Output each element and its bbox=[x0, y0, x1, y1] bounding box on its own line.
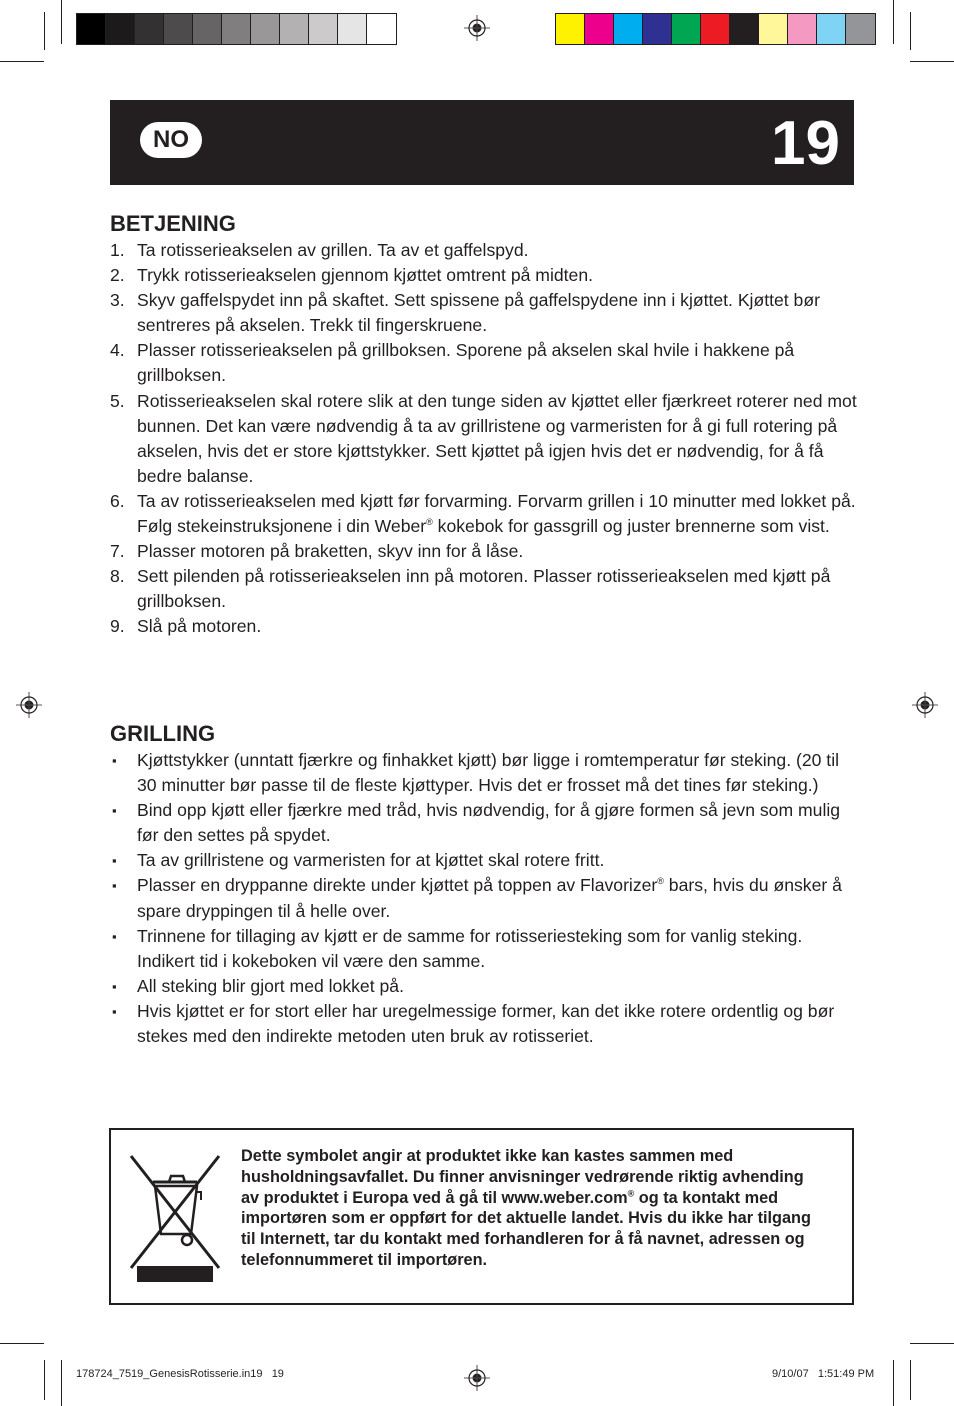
color-swatch bbox=[222, 14, 251, 44]
color-swatch bbox=[759, 14, 788, 44]
bullet-icon: ▪ bbox=[112, 853, 117, 869]
color-swatch bbox=[367, 14, 396, 44]
disposal-notice-box bbox=[109, 1128, 854, 1305]
step-item bbox=[110, 389, 858, 489]
step-text: Slå på motoren. bbox=[137, 616, 262, 637]
bullet-icon: ▪ bbox=[112, 803, 117, 819]
crossed-out-wheelie-bin-icon bbox=[127, 1148, 223, 1286]
step-item bbox=[110, 263, 858, 288]
color-swatch bbox=[817, 14, 846, 44]
step-number: 2. bbox=[110, 265, 125, 286]
notice-text-part: og ta kontakt med importøren som er oppført for det aktuelle landet. Hvis du ikke har tilgang til Internett, tar du kontakt med forhandleren for å få navnet, adressen og telefonnummeret til importøren. bbox=[241, 1188, 811, 1269]
step-number: 7. bbox=[110, 541, 125, 562]
crop-mark bbox=[61, 1360, 62, 1406]
crop-mark bbox=[910, 1343, 954, 1344]
step-number: 3. bbox=[110, 290, 125, 311]
registration-mark-icon bbox=[16, 692, 42, 718]
tip-item bbox=[110, 748, 858, 798]
tip-item bbox=[110, 873, 858, 923]
crop-mark bbox=[910, 12, 911, 50]
color-swatch bbox=[164, 14, 193, 44]
section-title-grilling: GRILLING bbox=[110, 721, 216, 746]
section-title-betjening: BETJENING bbox=[110, 211, 236, 236]
registered-mark: ® bbox=[657, 876, 664, 887]
step-text: Plasser motoren på braketten, skyv inn for å låse. bbox=[137, 541, 524, 562]
step-text: Trykk rotisserieakselen gjennom kjøttet omtrent på midten. bbox=[137, 265, 593, 286]
color-swatch bbox=[846, 14, 875, 44]
color-swatch bbox=[614, 14, 643, 44]
registration-mark-icon bbox=[912, 692, 938, 718]
color-swatch bbox=[701, 14, 730, 44]
grayscale-color-bar bbox=[76, 13, 397, 45]
bullet-icon: ▪ bbox=[112, 753, 117, 768]
step-text: kokebok for gassgrill og juster brennerne som vist. bbox=[432, 516, 830, 537]
color-swatch bbox=[193, 14, 222, 44]
page-header-bar bbox=[110, 100, 854, 185]
grilling-tips-list bbox=[110, 748, 858, 1049]
step-item bbox=[110, 564, 858, 614]
step-number: 8. bbox=[110, 566, 125, 587]
step-item bbox=[110, 338, 858, 388]
footer-file-info: 178724_7519_GenesisRotisserie.in19 19 bbox=[76, 1368, 284, 1380]
step-item bbox=[110, 489, 858, 539]
color-swatch bbox=[106, 14, 135, 44]
crop-mark bbox=[0, 61, 44, 62]
step-number: 4. bbox=[110, 340, 125, 361]
registration-mark-icon bbox=[464, 15, 490, 41]
notice-text-part: Dette symbolet angir at produktet ikke kan kastes sammen med husholdningsavfallet. Du finner anvisninger vedrørende riktig avhending av produktet i Europa ved å gå til www.weber.com bbox=[241, 1147, 804, 1207]
bullet-icon: ▪ bbox=[112, 928, 117, 944]
crop-mark bbox=[44, 12, 45, 50]
page-number: 19 bbox=[771, 109, 840, 178]
tip-text: Kjøttstykker (unntatt fjærkre og finhakket kjøtt) bør ligge i romtemperatur før steking. (20 til 30 minutter bør passe til de fleste kjøttyper. Hvis det er frosset må det tines før steking.) bbox=[137, 750, 840, 796]
color-swatch bbox=[135, 14, 164, 44]
crop-mark bbox=[44, 1360, 45, 1400]
tip-item bbox=[110, 848, 858, 873]
language-badge: NO bbox=[140, 122, 202, 158]
disposal-notice-text bbox=[241, 1146, 826, 1271]
registered-mark: ® bbox=[627, 1188, 635, 1199]
color-swatch bbox=[77, 14, 106, 44]
step-text: Rotisserieakselen skal rotere slik at den tunge siden av kjøttet eller fjærkreet roterer ned mot bunnen. Det kan være nødvendig å ta av grillristene og varmeristen for å gi full rotering på akselen, hvis det er store kjøttstykker. Sett kjøttet på igjen hvis det er nødvendig, for å få bedre balanse. bbox=[137, 390, 857, 486]
registration-mark-icon bbox=[464, 1365, 490, 1391]
color-swatch bbox=[730, 14, 759, 44]
tip-text: bars, hvis du ønsker å spare dryppingen til å helle over. bbox=[137, 875, 842, 921]
tip-item bbox=[110, 974, 858, 999]
step-text: Ta av rotisserieakselen med kjøtt før forvarming. Forvarm grillen i 10 minutter med lokket på. Følg stekeinstruksjonene i din Weber bbox=[137, 490, 856, 537]
step-item bbox=[110, 238, 858, 263]
color-swatch bbox=[788, 14, 817, 44]
color-swatch bbox=[309, 14, 338, 44]
crop-mark bbox=[61, 0, 62, 44]
process-color-bar bbox=[555, 13, 876, 45]
crop-mark bbox=[893, 1360, 894, 1406]
step-item bbox=[110, 288, 858, 338]
step-item bbox=[110, 539, 858, 564]
step-text: Plasser rotisserieakselen på grillboksen. Sporene på akselen skal hvile i hakkene på grillboksen. bbox=[137, 340, 795, 386]
tip-text: Trinnene for tillaging av kjøtt er de samme for rotisseriesteking som for vanlig steking. Indikert tid i kokeboken vil være den samme. bbox=[137, 925, 803, 971]
step-number: 6. bbox=[110, 490, 125, 511]
tip-text: Bind opp kjøtt eller fjærkre med tråd, hvis nødvendig, for å gjøre formen så jevn som mulig før den settes på spydet. bbox=[137, 800, 841, 846]
crop-mark bbox=[0, 1343, 44, 1344]
color-swatch bbox=[556, 14, 585, 44]
crop-mark bbox=[910, 61, 954, 62]
color-swatch bbox=[643, 14, 672, 44]
registered-mark: ® bbox=[426, 517, 433, 528]
crop-mark bbox=[910, 1360, 911, 1400]
color-swatch bbox=[280, 14, 309, 44]
color-swatch bbox=[672, 14, 701, 44]
crop-mark bbox=[893, 0, 894, 44]
color-swatch bbox=[338, 14, 367, 44]
color-swatch bbox=[585, 14, 614, 44]
step-text: Sett pilenden på rotisserieakselen inn på motoren. Plasser rotisserieakselen med kjøtt på grillboksen. bbox=[137, 566, 831, 612]
step-text: Skyv gaffelspydet inn på skaftet. Sett spissene på gaffelspydene inn i kjøttet. Kjøttet bør sentreres på akselen. Trekk til fingerskruene. bbox=[137, 290, 820, 336]
bullet-icon: ▪ bbox=[112, 978, 117, 994]
step-item bbox=[110, 614, 858, 639]
footer-timestamp: 9/10/07 1:51:49 PM bbox=[772, 1368, 875, 1380]
tip-text: Plasser en dryppanne direkte under kjøttet på toppen av Flavorizer bbox=[137, 875, 658, 896]
step-number: 9. bbox=[110, 616, 125, 637]
bullet-icon: ▪ bbox=[112, 878, 117, 894]
step-text: Ta rotisserieakselen av grillen. Ta av et gaffelspyd. bbox=[137, 240, 529, 260]
tip-item bbox=[110, 798, 858, 848]
step-number: 5. bbox=[110, 390, 125, 411]
tip-item bbox=[110, 999, 858, 1049]
color-swatch bbox=[251, 14, 280, 44]
operation-steps-list bbox=[110, 238, 858, 640]
tip-text: Ta av grillristene og varmeristen for at kjøttet skal rotere fritt. bbox=[137, 850, 605, 871]
tip-text: Hvis kjøttet er for stort eller har uregelmessige former, kan det ikke rotere ordentlig og bør stekes med den indirekte metoden uten bruk av rotisseriet. bbox=[137, 1000, 835, 1047]
step-number: 1. bbox=[110, 240, 125, 260]
tip-item bbox=[110, 924, 858, 974]
bullet-icon: ▪ bbox=[112, 1003, 117, 1019]
tip-text: All steking blir gjort med lokket på. bbox=[137, 975, 404, 996]
